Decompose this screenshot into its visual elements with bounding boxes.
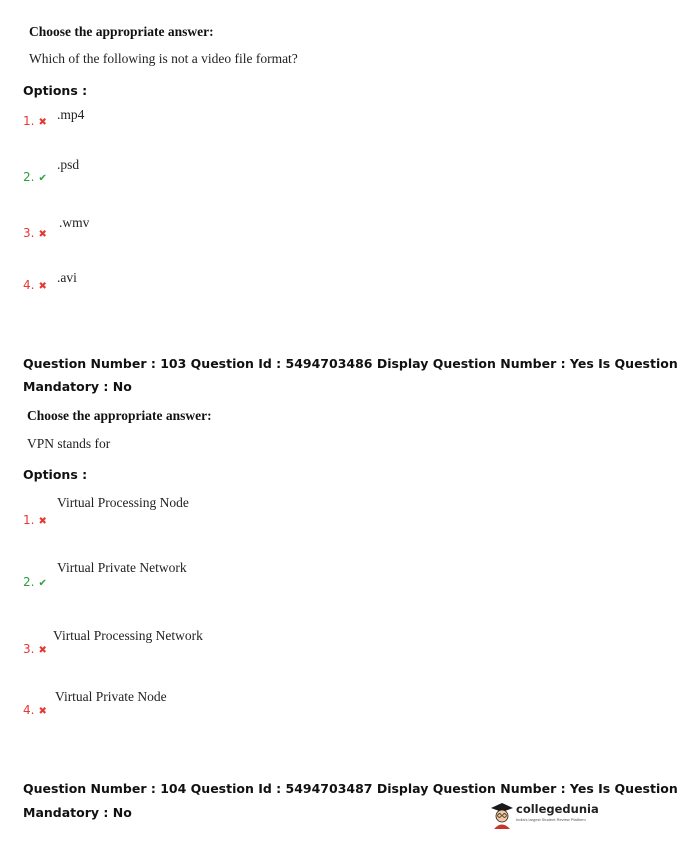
wrong-mark-icon: ✖ xyxy=(38,706,47,717)
option-number: 3. xyxy=(23,226,35,240)
question-text: Which of the following is not a video file format? xyxy=(29,51,298,66)
option-2 xyxy=(23,168,47,186)
question-meta-mandatory: Mandatory : No xyxy=(23,379,132,394)
option-number: 4. xyxy=(23,703,35,717)
options-label: Options : xyxy=(23,467,88,482)
question-prompt: Choose the appropriate answer: xyxy=(27,408,212,423)
wrong-mark-icon: ✖ xyxy=(38,516,47,527)
option-text: Virtual Private Node xyxy=(55,689,167,704)
option-3 xyxy=(23,640,47,658)
option-text: .wmv xyxy=(59,215,90,230)
wrong-mark-icon: ✖ xyxy=(38,645,47,656)
wrong-mark-icon: ✖ xyxy=(38,117,47,128)
option-1 xyxy=(23,112,47,130)
logo-wordmark: collegedunia xyxy=(516,802,599,816)
correct-check-icon: ✔ xyxy=(38,578,47,589)
option-text: .psd xyxy=(57,157,80,172)
option-3 xyxy=(23,224,47,242)
option-text: Virtual Private Network xyxy=(57,560,187,575)
option-2 xyxy=(23,573,47,591)
option-number: 3. xyxy=(23,642,35,656)
option-number: 1. xyxy=(23,513,35,527)
option-text: Virtual Processing Node xyxy=(57,495,189,510)
question-meta-mandatory: Mandatory : No xyxy=(23,805,132,820)
option-number: 2. xyxy=(23,170,35,184)
question-prompt: Choose the appropriate answer: xyxy=(29,24,214,39)
option-1 xyxy=(23,511,47,529)
options-label: Options : xyxy=(23,83,88,98)
wrong-mark-icon: ✖ xyxy=(38,229,47,240)
student-mascot-icon xyxy=(490,802,514,830)
correct-check-icon: ✔ xyxy=(38,173,47,184)
option-4 xyxy=(23,276,47,294)
option-text: .avi xyxy=(57,270,77,285)
option-text: Virtual Processing Network xyxy=(53,628,203,643)
option-number: 4. xyxy=(23,278,35,292)
wrong-mark-icon: ✖ xyxy=(38,281,47,292)
logo-tagline: India's largest Student Review Platform xyxy=(516,817,586,822)
question-meta-line: Question Number : 103 Question Id : 5494703486 Display Question Number : Yes Is Question xyxy=(23,356,678,371)
option-number: 1. xyxy=(23,114,35,128)
question-meta-line: Question Number : 104 Question Id : 5494703487 Display Question Number : Yes Is Question xyxy=(23,781,678,796)
question-text: VPN stands for xyxy=(27,436,111,451)
collegedunia-logo xyxy=(490,800,599,832)
option-text: .mp4 xyxy=(57,107,85,122)
option-number: 2. xyxy=(23,575,35,589)
option-4 xyxy=(23,701,47,719)
